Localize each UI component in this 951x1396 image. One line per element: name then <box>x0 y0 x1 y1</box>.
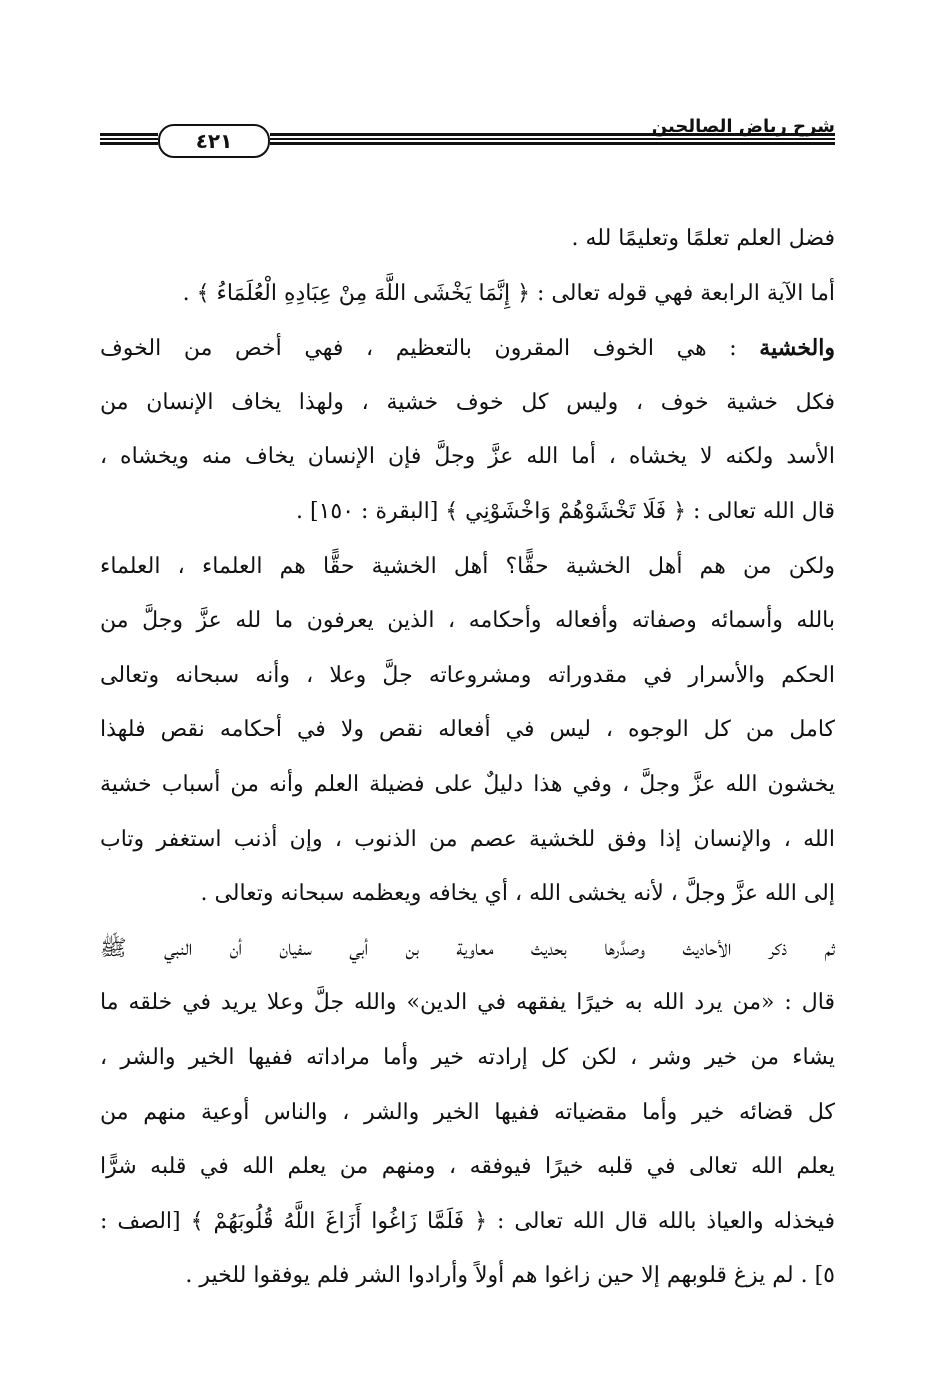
text-line <box>100 430 835 485</box>
line-text: بالله وأسمائه وصفاته وأفعاله وأحكامه ، الذين يعرفون ما لله عزَّ وجلَّ من <box>100 608 835 634</box>
line-text: فيخذله والعياذ بالله قال الله تعالى : ﴿ فَلَمَّا زَاغُوا أَزَاغَ اللَّهُ قُلُوبَهُمْ ﴾ [الصف : <box>100 1208 835 1234</box>
line-text: : هي الخوف المقرون بالتعظيم ، فهي أخص من الخوف <box>100 336 760 362</box>
line-text: قال الله تعالى : ﴿ فَلَا تَخْشَوْهُمْ وَاخْشَوْنِي ﴾ [البقرة : ١٥٠] . <box>296 498 835 524</box>
line-text: ٥] . لم يزغ قلوبهم إلا حين زاغوا هم أولاً وأرادوا الشر فلم يوفقوا للخير . <box>185 1263 835 1289</box>
page-number: ٤٢١ <box>158 124 270 158</box>
book-title: شرح رياض الصالحين <box>651 116 835 137</box>
line-text: ولكن من هم أهل الخشية حقًّا؟ أهل الخشية حقًّا هم العلماء ، العلماء <box>100 553 835 579</box>
line-text: يخشون الله عزَّ وجلَّ ، وفي هذا دليلٌ على فضيلة العلم وأنه من أسباب خشية <box>100 771 835 797</box>
text-line <box>100 976 835 1031</box>
line-text: قال : «من يرد الله به خيرًا يفقهه في الدين» والله جلَّ وعلا يريد في خلقه ما <box>100 990 835 1016</box>
text-line <box>100 1195 835 1250</box>
line-text: الحكم والأسرار في مقدوراته ومشروعاته جلَّ وعلا ، وأنه سبحانه وتعالى <box>100 662 835 688</box>
line-text: إلى الله عزَّ وجلَّ ، لأنه يخشى الله ، أي يخافه ويعظمه سبحانه وتعالى . <box>200 881 835 907</box>
term-heading: والخشية <box>759 335 835 362</box>
body-text <box>100 212 835 1304</box>
text-line <box>100 485 835 540</box>
line-text: فكل خشية خوف ، وليس كل خوف خشية ، ولهذا يخاف الإنسان من <box>100 389 835 415</box>
text-line <box>100 1140 835 1195</box>
text-line <box>100 758 835 813</box>
text-line <box>100 649 835 704</box>
text-line <box>100 1249 835 1304</box>
text-line <box>100 267 835 322</box>
line-text: الله ، والإنسان إذا وفق للخشية عصم من الذنوب ، وإن أذنب استغفر وتاب <box>100 826 835 852</box>
text-line <box>100 321 835 376</box>
text-line <box>100 867 835 922</box>
text-line <box>100 1031 835 1086</box>
text-line <box>100 703 835 758</box>
line-text: كامل من كل الوجوه ، ليس في أفعاله نقص ولا في أحكامه نقص فلهذا <box>100 717 835 743</box>
text-line <box>100 212 835 267</box>
text-line <box>100 540 835 595</box>
text-line <box>100 376 835 431</box>
text-line <box>100 594 835 649</box>
text-line <box>100 1086 835 1141</box>
text-line <box>100 922 835 977</box>
line-text: يعلم الله تعالى في قلبه خيرًا فيوفقه ، ومنهم من يعلم الله في قلبه شرًّا <box>100 1154 835 1180</box>
page-header <box>100 108 835 154</box>
line-text: ثم ذكر الأحاديث وصدَّرها بحديث معاوية بن أبي سفيان أن النبي ﷺ <box>100 935 835 961</box>
text-line <box>100 813 835 868</box>
line-text: فضل العلم تعلمًا وتعليمًا لله . <box>571 226 835 251</box>
line-text: أما الآية الرابعة فهي قوله تعالى : ﴿ إِنَّمَا يَخْشَى اللَّهَ مِنْ عِبَادِهِ الْعُلَمَاءُ ﴾ . <box>182 280 835 306</box>
line-text: كل قضائه خير وأما مقضياته ففيها الخير والشر ، والناس أوعية منهم من <box>100 1099 835 1125</box>
line-text: الأسد ولكنه لا يخشاه ، أما الله عزَّ وجلَّ فإن الإنسان يخاف منه ويخشاه ، <box>100 444 835 470</box>
line-text: يشاء من خير وشر ، لكن كل إرادته خير وأما مراداته ففيها الخير والشر ، <box>100 1044 835 1070</box>
